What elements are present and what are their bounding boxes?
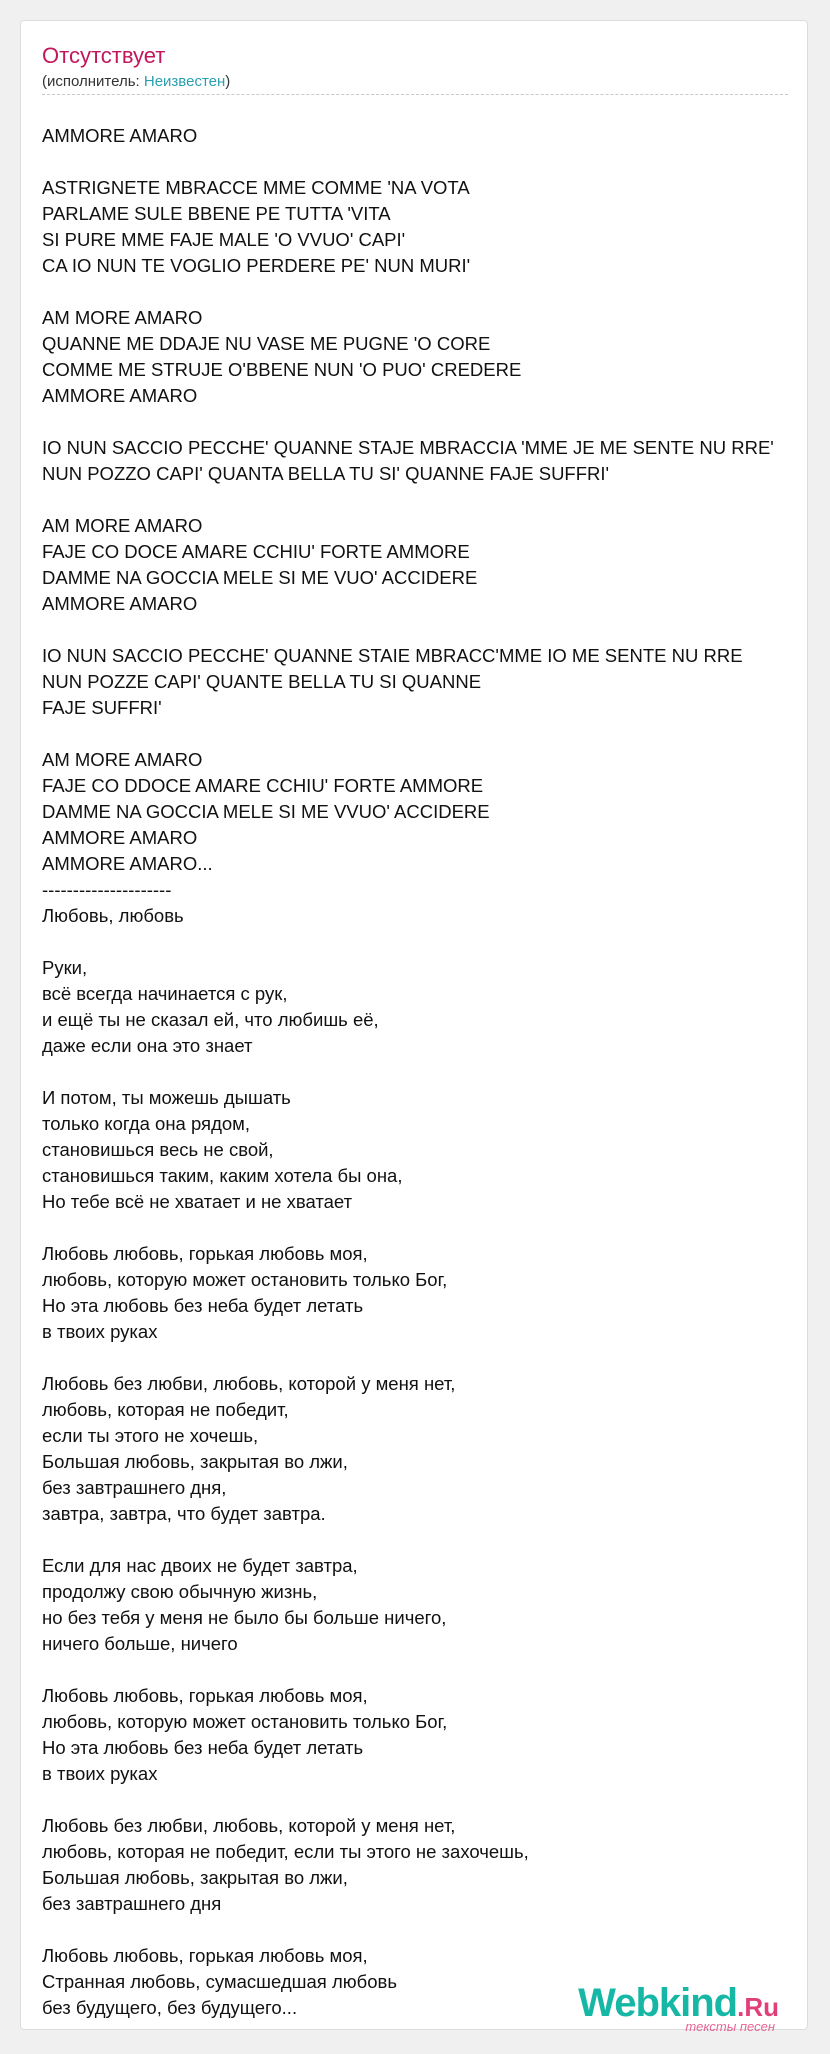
lyric-line: Любовь любовь, горькая любовь моя,: [42, 1243, 368, 1264]
logo-tagline: тексты песен: [685, 2019, 775, 2034]
lyrics-text: [42, 123, 822, 2021]
lyric-line: Странная любовь, сумасшедшая любовь: [42, 1971, 397, 1992]
lyric-line: AM MORE AMARO: [42, 515, 203, 536]
artist-line: [42, 73, 230, 91]
lyric-line: ничего больше, ничего: [42, 1633, 238, 1654]
lyric-line: без будущего, без будущего...: [42, 1997, 298, 2018]
lyric-line: AMMORE AMARO: [42, 125, 198, 146]
lyric-line: ASTRIGNETE MBRACCE MME COMME 'NA VOTA: [42, 177, 470, 198]
lyric-line: COMME ME STRUJE O'BBENE NUN 'O PUO' CREDERE: [42, 359, 522, 380]
header-divider: [42, 94, 788, 95]
lyric-line: Любовь без любви, любовь, которой у меня нет,: [42, 1815, 456, 1836]
lyric-line: FAJE SUFFRI': [42, 697, 162, 718]
lyric-line: продолжу свою обычную жизнь,: [42, 1581, 318, 1602]
lyric-line: AMMORE AMARO...: [42, 853, 213, 874]
stanza-break: [42, 279, 822, 305]
lyric-line: Но тебе всё не хватает и не хватает: [42, 1191, 353, 1212]
artist-suffix: ): [225, 73, 231, 90]
lyric-line: Если для нас двоих не будет завтра,: [42, 1555, 358, 1576]
lyric-line: становишься таким, каким хотела бы она,: [42, 1165, 403, 1186]
lyric-line: SI PURE MME FAJE MALE 'O VVUO' CAPI': [42, 229, 406, 250]
stanza-break: [42, 929, 822, 955]
lyric-line: DAMME NA GOCCIA MELE SI ME VVUO' ACCIDERE: [42, 801, 490, 822]
lyric-line: IO NUN SACCIO PECCHE' QUANNE STAIE MBRACC'MME IO ME SENTE NU RRE: [42, 645, 743, 666]
logo-wordmark: Webkind: [578, 1981, 738, 2025]
lyric-line: в твоих руках: [42, 1321, 158, 1342]
lyric-line: всё всегда начинается с рук,: [42, 983, 288, 1004]
lyric-line: Любовь любовь, горькая любовь моя,: [42, 1685, 368, 1706]
artist-prefix: (исполнитель:: [42, 73, 144, 90]
lyric-line: DAMME NA GOCCIA MELE SI ME VUO' ACCIDERE: [42, 567, 478, 588]
lyric-line: IO NUN SACCIO PECCHE' QUANNE STAJE MBRACCIA 'MME JE ME SENTE NU RRE': [42, 437, 774, 458]
lyric-line: любовь, которую может остановить только Бог,: [42, 1711, 448, 1732]
stanza-break: [42, 149, 822, 175]
lyric-line: завтра, завтра, что будет завтра.: [42, 1503, 326, 1524]
lyric-line: NUN POZZO CAPI' QUANTA BELLA TU SI' QUANNE FAJE SUFFRI': [42, 463, 610, 484]
stanza-break: [42, 1215, 822, 1241]
lyric-line: Любовь, любовь: [42, 905, 184, 926]
lyric-line: без завтрашнего дня: [42, 1893, 222, 1914]
logo-tld: .Ru: [737, 1992, 779, 2022]
stanza-break: [42, 1787, 822, 1813]
lyric-line: становишься весь не свой,: [42, 1139, 274, 1160]
stanza-break: [42, 487, 822, 513]
artist-link[interactable]: Неизвестен: [143, 73, 226, 90]
stanza-break: [42, 409, 822, 435]
lyric-line: FAJE CO DOCE AMARE CCHIU' FORTE AMMORE: [42, 541, 470, 562]
lyrics-card: [20, 20, 808, 2034]
lyric-line: Но эта любовь без неба будет летать: [42, 1737, 364, 1758]
song-title: Отсутствует: [42, 43, 166, 68]
lyric-line: только когда она рядом,: [42, 1113, 251, 1134]
lyric-line: даже если она это знает: [42, 1035, 253, 1056]
lyric-line: и ещё ты не сказал ей, что любишь её,: [42, 1009, 379, 1030]
lyric-line: Любовь любовь, горькая любовь моя,: [42, 1945, 368, 1966]
lyric-line: AM MORE AMARO: [42, 749, 203, 770]
stanza-break: [42, 1059, 822, 1085]
lyric-line: AMMORE AMARO: [42, 593, 198, 614]
lyric-line: CA IO NUN TE VOGLIO PERDERE PE' NUN MURI': [42, 255, 471, 276]
lyric-line: Но эта любовь без неба будет летать: [42, 1295, 364, 1316]
stanza-break: [42, 1345, 822, 1371]
stanza-break: [42, 617, 822, 643]
lyric-line: но без тебя у меня не было бы больше ничего,: [42, 1607, 447, 1628]
lyric-line: Любовь без любви, любовь, которой у меня нет,: [42, 1373, 456, 1394]
lyric-line: любовь, которую может остановить только Бог,: [42, 1269, 448, 1290]
lyric-line: AM MORE AMARO: [42, 307, 203, 328]
lyric-line: если ты этого не хочешь,: [42, 1425, 259, 1446]
lyric-line: ---------------------: [42, 879, 172, 900]
stanza-break: [42, 1527, 822, 1553]
stanza-break: [42, 1657, 822, 1683]
lyric-line: любовь, которая не победит,: [42, 1399, 289, 1420]
lyric-line: Руки,: [42, 957, 88, 978]
lyric-line: FAJE CO DDOCE AMARE CCHIU' FORTE AMMORE: [42, 775, 484, 796]
site-logo[interactable]: [578, 1981, 779, 2034]
lyric-line: И потом, ты можешь дышать: [42, 1087, 291, 1108]
lyric-line: Большая любовь, закрытая во лжи,: [42, 1867, 348, 1888]
lyric-line: в твоих руках: [42, 1763, 158, 1784]
lyric-line: NUN POZZE CAPI' QUANTE BELLA TU SI QUANNE: [42, 671, 482, 692]
lyric-line: QUANNE ME DDAJE NU VASE ME PUGNE 'O CORE: [42, 333, 491, 354]
lyric-line: PARLAME SULE BBENE PE TUTTA 'VITA: [42, 203, 391, 224]
lyric-line: Большая любовь, закрытая во лжи,: [42, 1451, 348, 1472]
lyric-line: AMMORE AMARO: [42, 827, 198, 848]
lyric-line: без завтрашнего дня,: [42, 1477, 227, 1498]
stanza-break: [42, 1917, 822, 1943]
stanza-break: [42, 721, 822, 747]
lyric-line: любовь, которая не победит, если ты этого не захочешь,: [42, 1841, 529, 1862]
lyric-line: AMMORE AMARO: [42, 385, 198, 406]
